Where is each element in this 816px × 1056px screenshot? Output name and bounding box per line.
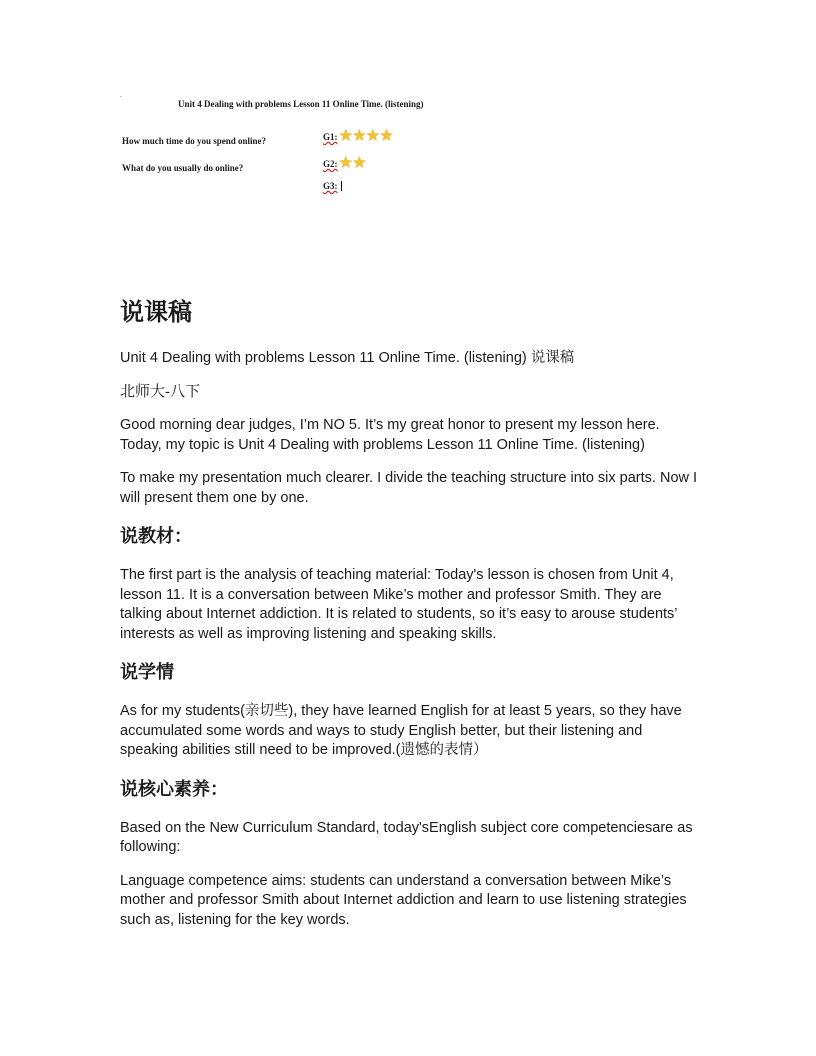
group-2-stars xyxy=(340,157,366,171)
star-icon: ★ xyxy=(353,129,366,144)
blackboard-design-image xyxy=(118,92,448,202)
star-icon: ★ xyxy=(380,129,393,144)
board-question-1: How much time do you spend online? xyxy=(122,136,267,146)
tiny-mark: - xyxy=(120,94,122,100)
board-title: Unit 4 Dealing with problems Lesson 11 Online Time. (listening) xyxy=(178,99,424,109)
section-heading-material: 说教材： xyxy=(120,526,192,546)
section-body-material: The first part is the analysis of teaching material: Today's lesson is chosen from Unit 4, lesson 11. It is a conversation between Mike’s mother and professor Smith. They are talking about Internet addiction. It is related to students, so it’s easy to arouse students’ interests as well as improving listening and speaking skills. xyxy=(120,567,677,642)
group-3-score xyxy=(323,181,342,191)
greeting-paragraph: Good morning dear judges, I’m NO 5. It’s my great honor to present my lesson here. Today, my topic is Unit 4 Dealing with problems Lesson 11 Online Time. (listening) xyxy=(120,417,660,453)
publisher-line: 北师大-八下 xyxy=(120,383,200,400)
section-body-competencies-1: Based on the New Curriculum Standard, today'sEnglish subject core competenciesare as following: xyxy=(120,819,693,855)
star-icon: ★ xyxy=(339,156,353,171)
star-icon: ★ xyxy=(366,129,380,144)
group-2-label: G2: xyxy=(323,159,338,169)
section-body-competencies-2: Language competence aims: students can understand a conversation between Mike’s mother and professor Smith about Internet addiction and learn to use listening strategies such as, listening for the key words. xyxy=(120,872,687,928)
board-question-2: What do you usually do online? xyxy=(122,163,244,173)
group-1-stars xyxy=(340,130,393,144)
document-body xyxy=(120,292,700,944)
text-cursor xyxy=(341,181,342,191)
page-title: 说课稿 xyxy=(120,299,192,326)
star-icon: ★ xyxy=(353,156,366,171)
star-icon: ★ xyxy=(339,129,353,144)
section-body-students: As for my students(亲切些), they have learned English for at least 5 years, so they have accumulated some words and ways to study English better, but their listening and speaking abilities still need to be improved.(遗憾的表情） xyxy=(120,703,682,758)
section-heading-competencies: 说核心素养： xyxy=(120,778,228,799)
intro-line: Unit 4 Dealing with problems Lesson 11 Online Time. (listening) 说课稿 xyxy=(120,350,575,366)
structure-paragraph: To make my presentation much clearer. I divide the teaching structure into six parts. Now I will present them one by one. xyxy=(120,470,698,506)
group-2-score xyxy=(323,157,366,171)
group-3-label: G3: xyxy=(323,181,338,191)
section-heading-students: 说学情 xyxy=(120,662,174,682)
group-1-score xyxy=(323,130,393,144)
group-1-label: G1: xyxy=(323,132,338,142)
